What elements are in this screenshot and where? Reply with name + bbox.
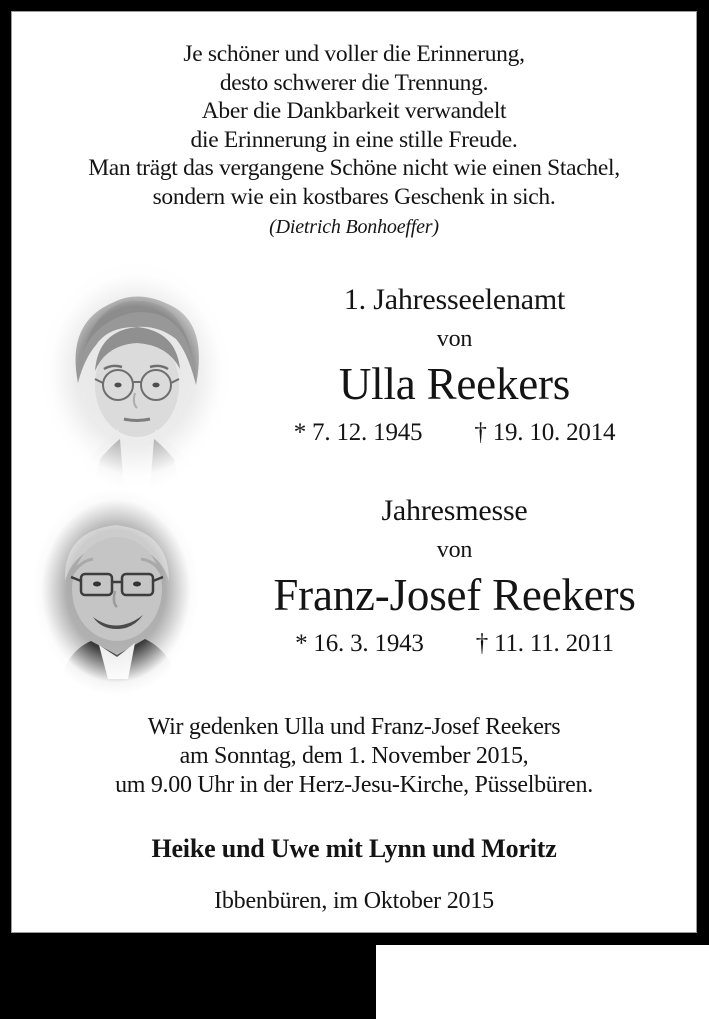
quote-line: desto schwerer die Trennung. [219, 69, 489, 96]
mourning-family-names: Heike und Uwe mit Lynn und Moritz [151, 834, 557, 863]
quote-line: die Erinnerung in eine stille Freude. [190, 126, 518, 153]
place-and-date: Ibbenbüren, im Oktober 2015 [214, 888, 494, 914]
birth-date: * 16. 3. 1943 [295, 630, 424, 657]
service-title: 1. Jahresseelenamt [343, 283, 566, 316]
announcement-line: um 9.00 Uhr in der Herz-Jesu-Kirche, Püsselbüren. [115, 772, 593, 798]
service-announcement [12, 713, 696, 800]
preposition-von: von [436, 326, 473, 352]
life-dates [222, 411, 687, 455]
life-dates [222, 622, 687, 666]
memorial-quote [12, 40, 696, 211]
preposition-von: von [436, 537, 473, 563]
quote-line: Aber die Dankbarkeit verwandelt [201, 98, 507, 124]
death-date: † 19. 10. 2014 [474, 419, 616, 446]
adjacent-blank-region [376, 945, 709, 1019]
birth-date: * 7. 12. 1945 [293, 419, 423, 446]
portrait-photo-franz-josef-reekers [31, 487, 201, 695]
obituary-card [11, 11, 697, 933]
quote-line: Man trägt das vergangene Schöne nicht wie einen Stachel, [88, 155, 620, 181]
memorial-section-franz-josef [222, 491, 687, 666]
portrait-photo-ulla-reekers [38, 261, 234, 489]
quote-line: Je schöner und voller die Erinnerung, [183, 41, 525, 67]
announcement-line: Wir gedenken Ulla und Franz-Josef Reekers [147, 714, 561, 740]
announcement-line: am Sonntag, dem 1. November 2015, [179, 743, 529, 769]
deceased-name: Franz-Josef Reekers [273, 570, 636, 620]
memorial-section-ulla [222, 280, 687, 455]
portrait-ulla-illustration [38, 261, 234, 489]
quote-attribution: (Dietrich Bonhoeffer) [269, 216, 439, 238]
portrait-franz-josef-illustration [31, 487, 201, 695]
death-date: † 11. 11. 2011 [475, 630, 614, 657]
service-title: Jahresmesse [381, 494, 528, 527]
deceased-name: Ulla Reekers [338, 359, 571, 409]
quote-line: sondern wie ein kostbares Geschenk in sich. [152, 183, 556, 210]
